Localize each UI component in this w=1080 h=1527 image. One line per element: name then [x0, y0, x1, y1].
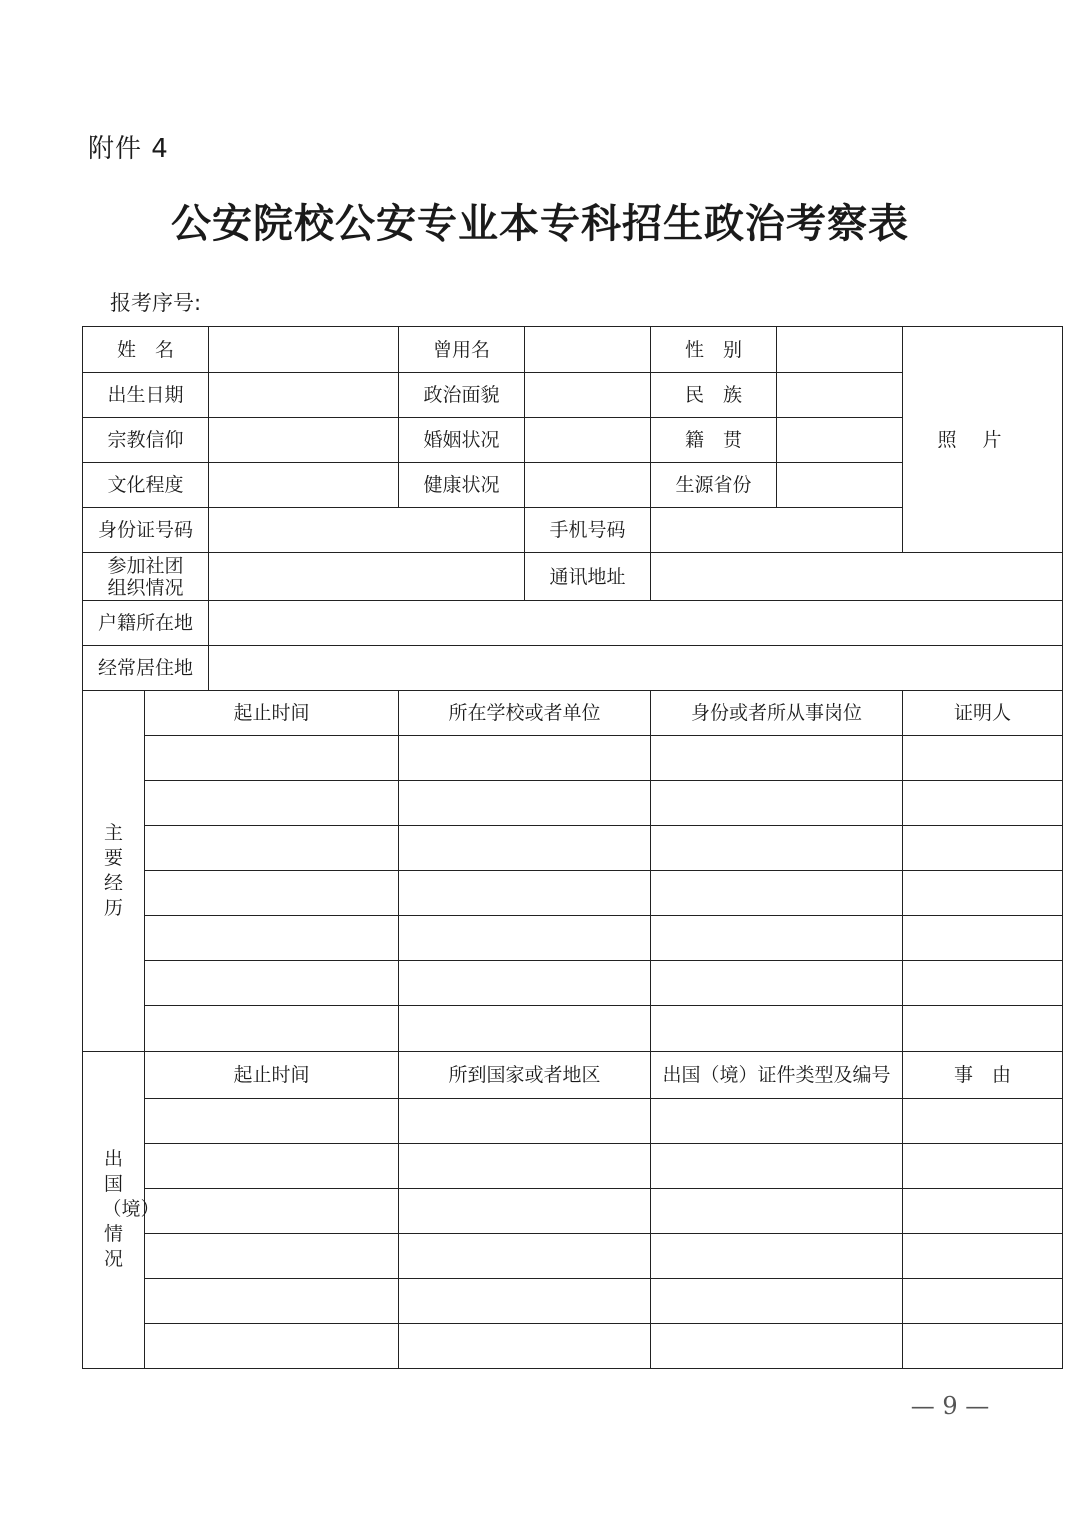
abroad-reason-cell[interactable]	[903, 1278, 1063, 1323]
experience-unit-cell[interactable]	[399, 871, 651, 916]
religion-label: 宗教信仰	[83, 418, 209, 463]
abroad-reason-cell[interactable]	[903, 1143, 1063, 1188]
table-row	[83, 1323, 1063, 1368]
experience-unit-cell[interactable]	[399, 736, 651, 781]
phone-label: 手机号码	[525, 508, 651, 553]
experience-unit-cell[interactable]	[399, 916, 651, 961]
abroad-section-label	[83, 1051, 160, 1369]
experience-section-label	[83, 691, 145, 1051]
experience-unit-cell[interactable]	[399, 1006, 651, 1051]
abroad-country-cell[interactable]	[399, 1278, 651, 1323]
residence-label: 经常居住地	[83, 646, 209, 691]
experience-period-cell[interactable]	[145, 781, 399, 826]
table-row	[83, 961, 1063, 1006]
abroad-header-country: 所到国家或者地区	[399, 1051, 651, 1098]
experience-unit-cell[interactable]	[399, 781, 651, 826]
abroad-header-row	[83, 1051, 1063, 1098]
abroad-country-cell[interactable]	[399, 1188, 651, 1233]
name-label: 姓 名	[83, 327, 209, 373]
abroad-period-cell[interactable]	[145, 1278, 399, 1323]
experience-position-cell[interactable]	[651, 826, 903, 871]
experience-witness-cell[interactable]	[903, 1006, 1063, 1051]
row-name	[83, 327, 1063, 373]
table-row	[83, 1006, 1063, 1051]
table-row	[83, 1233, 1063, 1278]
organization-label-line1: 参加社团	[107, 554, 184, 577]
abroad-document-cell[interactable]	[651, 1188, 903, 1233]
experience-header-period: 起止时间	[145, 691, 399, 736]
religion-field[interactable]	[209, 418, 399, 463]
abroad-reason-cell[interactable]	[903, 1323, 1063, 1368]
health-label: 健康状况	[399, 463, 525, 508]
abroad-period-cell[interactable]	[145, 1098, 399, 1143]
table-row	[83, 916, 1063, 961]
abroad-document-cell[interactable]	[651, 1098, 903, 1143]
residence-field[interactable]	[209, 646, 1063, 691]
native-place-field[interactable]	[777, 418, 903, 463]
row-residence	[83, 646, 1063, 691]
gender-field[interactable]	[777, 327, 903, 373]
experience-period-cell[interactable]	[145, 916, 399, 961]
abroad-document-cell[interactable]	[651, 1143, 903, 1188]
abroad-header-reason: 事 由	[903, 1051, 1063, 1098]
abroad-reason-cell[interactable]	[903, 1188, 1063, 1233]
experience-header-unit: 所在学校或者单位	[399, 691, 651, 736]
experience-position-cell[interactable]	[651, 871, 903, 916]
experience-witness-cell[interactable]	[903, 781, 1063, 826]
former-name-field[interactable]	[525, 327, 651, 373]
phone-field[interactable]	[651, 508, 903, 553]
political-status-label: 政治面貌	[399, 373, 525, 418]
abroad-period-cell[interactable]	[145, 1143, 399, 1188]
table-row	[83, 781, 1063, 826]
form-title: 公安院校公安专业本专科招生政治考察表	[171, 200, 909, 247]
address-field[interactable]	[651, 553, 1063, 601]
marital-status-label: 婚姻状况	[399, 418, 525, 463]
health-field[interactable]	[525, 463, 651, 508]
abroad-header-period: 起止时间	[145, 1051, 399, 1098]
row-household	[83, 601, 1063, 646]
table-row	[83, 1278, 1063, 1323]
experience-period-cell[interactable]	[145, 736, 399, 781]
table-row	[83, 736, 1063, 781]
experience-position-cell[interactable]	[651, 781, 903, 826]
marital-status-field[interactable]	[525, 418, 651, 463]
photo-placeholder[interactable]: 照片	[903, 327, 1063, 553]
attachment-label: 附件 4	[88, 134, 169, 164]
experience-section-text: 主要经历	[103, 821, 123, 919]
experience-position-cell[interactable]	[651, 736, 903, 781]
former-name-label: 曾用名	[399, 327, 525, 373]
experience-period-cell[interactable]	[145, 871, 399, 916]
serial-number-label: 报考序号:	[110, 291, 202, 315]
organization-label-line2: 组织情况	[107, 576, 184, 599]
abroad-document-cell[interactable]	[651, 1278, 903, 1323]
abroad-country-cell[interactable]	[399, 1143, 651, 1188]
experience-witness-cell[interactable]	[903, 826, 1063, 871]
native-place-label: 籍 贯	[651, 418, 777, 463]
experience-witness-cell[interactable]	[903, 871, 1063, 916]
experience-witness-cell[interactable]	[903, 961, 1063, 1006]
organization-label	[83, 553, 209, 601]
experience-header-witness: 证明人	[903, 691, 1063, 736]
id-number-field[interactable]	[209, 508, 525, 553]
experience-position-cell[interactable]	[651, 961, 903, 1006]
table-row	[83, 1098, 1063, 1143]
household-reg-field[interactable]	[209, 601, 1063, 646]
experience-unit-cell[interactable]	[399, 826, 651, 871]
abroad-country-cell[interactable]	[399, 1323, 651, 1368]
table-row	[83, 871, 1063, 916]
experience-header-position: 身份或者所从事岗位	[651, 691, 903, 736]
experience-witness-cell[interactable]	[903, 736, 1063, 781]
ethnicity-field[interactable]	[777, 373, 903, 418]
table-row	[83, 1188, 1063, 1233]
abroad-reason-cell[interactable]	[903, 1233, 1063, 1278]
experience-witness-cell[interactable]	[903, 916, 1063, 961]
ethnicity-label: 民 族	[651, 373, 777, 418]
abroad-period-cell[interactable]	[145, 1188, 399, 1233]
abroad-country-cell[interactable]	[399, 1233, 651, 1278]
abroad-reason-cell[interactable]	[903, 1098, 1063, 1143]
abroad-period-cell[interactable]	[145, 1323, 399, 1368]
name-field[interactable]	[209, 327, 399, 373]
address-label: 通讯地址	[525, 553, 651, 601]
experience-header-row	[83, 691, 1063, 736]
gender-label: 性 别	[651, 327, 777, 373]
organization-field[interactable]	[209, 553, 525, 601]
education-label: 文化程度	[83, 463, 209, 508]
abroad-header-document: 出国（境）证件类型及编号	[651, 1051, 903, 1098]
abroad-country-cell[interactable]	[399, 1098, 651, 1143]
birth-date-label: 出生日期	[83, 373, 209, 418]
experience-position-cell[interactable]	[651, 1006, 903, 1051]
experience-unit-cell[interactable]	[399, 961, 651, 1006]
table-row	[83, 1143, 1063, 1188]
abroad-document-cell[interactable]	[651, 1233, 903, 1278]
birth-date-field[interactable]	[209, 373, 399, 418]
political-review-form	[82, 326, 1063, 1369]
education-field[interactable]	[209, 463, 399, 508]
abroad-document-cell[interactable]	[651, 1323, 903, 1368]
experience-period-cell[interactable]	[145, 961, 399, 1006]
abroad-section-text: 出国（境）情况	[102, 1148, 160, 1271]
table-row	[83, 826, 1063, 871]
page-number: — 9 —	[910, 1392, 990, 1420]
experience-period-cell[interactable]	[145, 826, 399, 871]
household-reg-label: 户籍所在地	[83, 601, 209, 646]
origin-province-field[interactable]	[777, 463, 903, 508]
abroad-period-cell[interactable]	[145, 1233, 399, 1278]
origin-province-label: 生源省份	[651, 463, 777, 508]
political-status-field[interactable]	[525, 373, 651, 418]
row-organization	[83, 553, 1063, 601]
experience-position-cell[interactable]	[651, 916, 903, 961]
id-number-label: 身份证号码	[83, 508, 209, 553]
experience-period-cell[interactable]	[145, 1006, 399, 1051]
